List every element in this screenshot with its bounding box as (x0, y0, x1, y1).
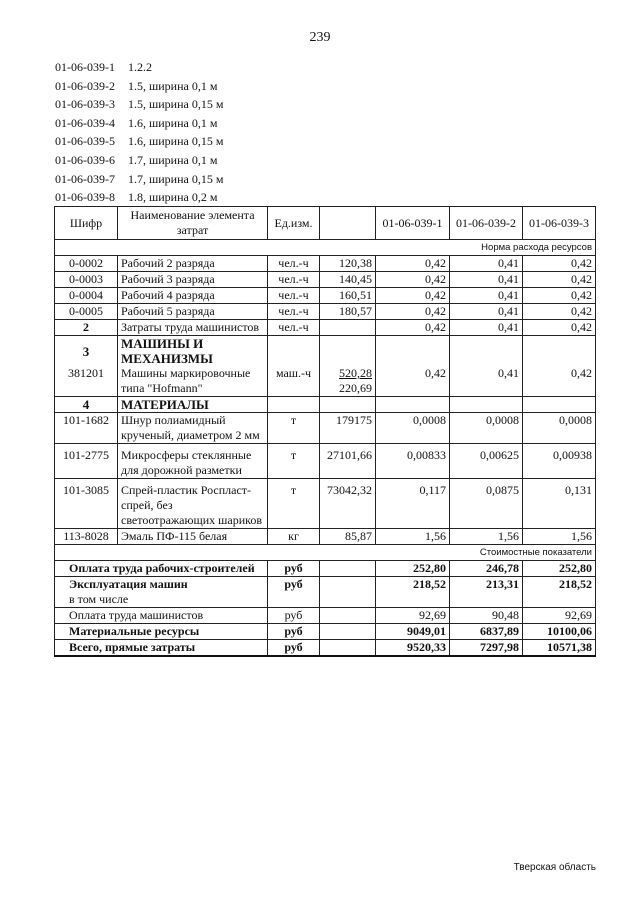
cell-v3: 0,00938 (523, 444, 596, 479)
cell-code: 0-0005 (55, 304, 118, 320)
code-row (55, 95, 223, 114)
cell-unit: чел.-ч (268, 272, 320, 288)
cell-v3: 0,131 (523, 479, 596, 529)
header-col1: 01-06-039-1 (376, 207, 450, 240)
total-v3: 252,80 (523, 561, 596, 577)
cell-name: Спрей-пластик Роспласт-спрей, без светоотражающих шариков (118, 479, 268, 529)
total-name: Оплата труда рабочих-строителей (55, 561, 268, 577)
total-v2: 90,48 (450, 608, 523, 624)
code-id: 01-06-039-2 (55, 78, 115, 93)
header-name: Наименование элемента затрат (118, 207, 268, 240)
section-title: МАШИНЫ И МЕХАНИЗМЫ (118, 336, 268, 367)
cell-unit: чел.-ч (268, 256, 320, 272)
cell-v1 (376, 397, 450, 413)
cell-v1: 0,42 (376, 256, 450, 272)
cell-v2: 1,56 (450, 529, 523, 545)
cell-unit: маш.-ч (268, 366, 320, 397)
cell-price: 140,45 (320, 272, 376, 288)
cell-price (320, 608, 376, 624)
table-row (55, 366, 596, 397)
code-desc: 1.5, ширина 0,15 м (128, 97, 224, 112)
total-row (55, 561, 596, 577)
code-desc: 1.5, ширина 0,1 м (128, 78, 218, 93)
code-desc: 1.7, ширина 0,15 м (128, 171, 224, 186)
code-id: 01-06-039-1 (55, 60, 115, 74)
total-name (55, 577, 268, 608)
total-name-sub: в том числе (69, 592, 129, 606)
cell-price: 73042,32 (320, 479, 376, 529)
cell-unit: чел.-ч (268, 320, 320, 336)
band-norm: Норма расхода ресурсов (55, 240, 596, 256)
price-top: 520,28 (339, 366, 372, 380)
table-row (55, 256, 596, 272)
code-id: 01-06-039-8 (55, 190, 115, 205)
table-row (55, 272, 596, 288)
total-v3: 10571,38 (523, 640, 596, 657)
cell-v3: 0,42 (523, 366, 596, 397)
cell-name: Затраты труда машинистов (118, 320, 268, 336)
cell-v1 (376, 336, 450, 367)
header-code: Шифр (55, 207, 118, 240)
cell-v2: 0,41 (450, 272, 523, 288)
table-row (55, 479, 596, 529)
cell-unit (268, 397, 320, 413)
code-list (55, 58, 223, 207)
table-row (55, 444, 596, 479)
cell-v3: 0,42 (523, 256, 596, 272)
total-unit: руб (268, 624, 320, 640)
total-name: Материальные ресурсы (55, 624, 268, 640)
cell-code: 113-8028 (55, 529, 118, 545)
total-row (55, 577, 596, 608)
cell-v3: 1,56 (523, 529, 596, 545)
cell-v1: 0,42 (376, 320, 450, 336)
band-row (55, 240, 596, 256)
total-unit: руб (268, 640, 320, 657)
cell-price: 180,57 (320, 304, 376, 320)
code-id: 01-06-039-5 (55, 134, 115, 149)
cell-name: Рабочий 5 разряда (118, 304, 268, 320)
cell-v1: 0,117 (376, 479, 450, 529)
cell-v2 (450, 336, 523, 367)
cell-name: Рабочий 4 разряда (118, 288, 268, 304)
cell-v1: 0,00833 (376, 444, 450, 479)
code-row (55, 114, 223, 133)
cell-v1: 0,42 (376, 288, 450, 304)
total-v2: 7297,98 (450, 640, 523, 657)
header-unit: Ед.изм. (268, 207, 320, 240)
cell-v3 (523, 336, 596, 367)
total-unit: руб (268, 561, 320, 577)
cell-price (320, 336, 376, 367)
cell-name: Рабочий 3 разряда (118, 272, 268, 288)
code-row (55, 77, 223, 96)
table-row (55, 288, 596, 304)
total-name-main: Эксплуатация машин (69, 577, 188, 591)
total-v3: 92,69 (523, 608, 596, 624)
cell-price: 120,38 (320, 256, 376, 272)
cell-v1: 0,0008 (376, 413, 450, 444)
cost-table (54, 206, 596, 657)
cell-price (320, 561, 376, 577)
cell-name: Шнур полиамидный крученый, диаметром 2 мм (118, 413, 268, 444)
section-code: 4 (55, 397, 118, 413)
cell-code: 2 (55, 320, 118, 336)
total-v1: 92,69 (376, 608, 450, 624)
table-row (55, 529, 596, 545)
total-name: Оплата труда машинистов (55, 608, 268, 624)
section-row-machines (55, 336, 596, 367)
header-col3: 01-06-039-3 (523, 207, 596, 240)
table-row (55, 413, 596, 444)
cell-v1: 1,56 (376, 529, 450, 545)
code-desc: 1.8, ширина 0,2 м (128, 190, 218, 205)
cell-code: 101-2775 (55, 444, 118, 479)
table-row (55, 304, 596, 320)
cell-code: 0-0003 (55, 272, 118, 288)
cell-price (320, 624, 376, 640)
cell-price: 85,87 (320, 529, 376, 545)
total-v3: 10100,06 (523, 624, 596, 640)
code-id: 01-06-039-4 (55, 115, 115, 130)
total-v3: 218,52 (523, 577, 596, 608)
code-row (55, 132, 223, 151)
cell-unit: чел.-ч (268, 304, 320, 320)
code-row (55, 170, 223, 189)
band-cost: Стоимостные показатели (55, 545, 596, 561)
cell-code: 0-0002 (55, 256, 118, 272)
cell-v3: 0,42 (523, 320, 596, 336)
cell-unit: т (268, 479, 320, 529)
cell-v3 (523, 397, 596, 413)
total-v1: 9520,33 (376, 640, 450, 657)
cell-code: 101-1682 (55, 413, 118, 444)
cell-v3: 0,42 (523, 304, 596, 320)
cell-unit: кг (268, 529, 320, 545)
code-row (55, 151, 223, 170)
code-row (55, 188, 223, 207)
cell-v2: 0,0008 (450, 413, 523, 444)
footer-region: Тверская область (513, 862, 596, 873)
cell-price (320, 640, 376, 657)
code-desc: 1.6, ширина 0,1 м (128, 115, 218, 130)
total-row (55, 608, 596, 624)
cell-unit: чел.-ч (268, 288, 320, 304)
cell-v2: 0,00625 (450, 444, 523, 479)
table-header-row (55, 207, 596, 240)
cell-price (320, 397, 376, 413)
cell-v1: 0,42 (376, 304, 450, 320)
total-v1: 218,52 (376, 577, 450, 608)
cell-v3: 0,42 (523, 288, 596, 304)
price-bottom: 220,69 (339, 381, 372, 395)
section-title: МАТЕРИАЛЫ (118, 397, 268, 413)
cell-v2: 0,41 (450, 304, 523, 320)
cell-price: 179175 (320, 413, 376, 444)
cell-code: 0-0004 (55, 288, 118, 304)
code-desc: 1.7, ширина 0,1 м (128, 152, 218, 167)
cell-v2: 0,0875 (450, 479, 523, 529)
cell-code: 101-3085 (55, 479, 118, 529)
header-price (320, 207, 376, 240)
total-unit: руб (268, 577, 320, 608)
cell-v1: 0,42 (376, 366, 450, 397)
cell-v2: 0,41 (450, 256, 523, 272)
cell-price (320, 577, 376, 608)
total-row (55, 624, 596, 640)
cell-price (320, 320, 376, 336)
section-row-materials (55, 397, 596, 413)
cell-v2: 0,41 (450, 366, 523, 397)
total-v2: 213,31 (450, 577, 523, 608)
code-desc: 1.2.2 (128, 60, 152, 74)
cell-name: Рабочий 2 разряда (118, 256, 268, 272)
section-code: 3 (55, 336, 118, 367)
total-v1: 9049,01 (376, 624, 450, 640)
cell-price: 160,51 (320, 288, 376, 304)
cell-unit (268, 336, 320, 367)
table-row (55, 320, 596, 336)
cell-price (320, 366, 376, 397)
cell-v1: 0,42 (376, 272, 450, 288)
code-row (55, 58, 223, 77)
total-v2: 6837,89 (450, 624, 523, 640)
cell-v2: 0,41 (450, 288, 523, 304)
cell-v3: 0,0008 (523, 413, 596, 444)
total-row (55, 640, 596, 657)
cell-unit: т (268, 413, 320, 444)
cell-price: 27101,66 (320, 444, 376, 479)
cell-code: 381201 (55, 366, 118, 397)
cell-name: Машины маркировочные типа "Hofmann" (118, 366, 268, 397)
code-id: 01-06-039-3 (55, 97, 115, 112)
cell-name: Микросферы стеклянные для дорожной разметки (118, 444, 268, 479)
total-name: Всего, прямые затраты (55, 640, 268, 657)
cell-unit: т (268, 444, 320, 479)
cell-v2: 0,41 (450, 320, 523, 336)
code-desc: 1.6, ширина 0,15 м (128, 134, 224, 149)
total-v1: 252,80 (376, 561, 450, 577)
code-id: 01-06-039-6 (55, 152, 115, 167)
header-col2: 01-06-039-2 (450, 207, 523, 240)
band-row (55, 545, 596, 561)
page-number: 239 (309, 30, 331, 45)
total-v2: 246,78 (450, 561, 523, 577)
total-unit: руб (268, 608, 320, 624)
cell-v2 (450, 397, 523, 413)
code-id: 01-06-039-7 (55, 171, 115, 186)
cell-name: Эмаль ПФ-115 белая (118, 529, 268, 545)
cell-v3: 0,42 (523, 272, 596, 288)
